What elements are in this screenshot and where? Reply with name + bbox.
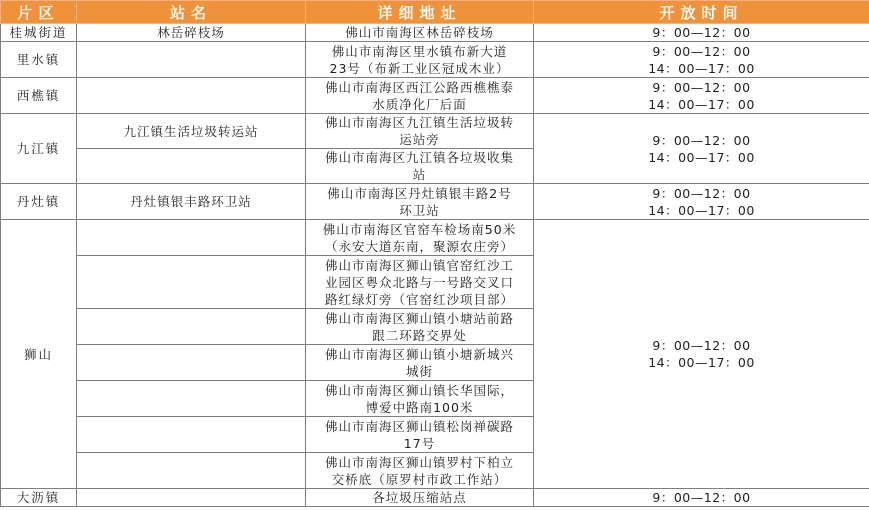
- address-cell: [306, 417, 534, 453]
- open-time-line: 9：00—12：00: [652, 25, 751, 40]
- open-time-cell: [534, 220, 869, 489]
- area-cell: 丹灶镇: [1, 184, 77, 220]
- address-line: 博爱中路南100米: [365, 399, 474, 415]
- open-time-line: 14：00—17：00: [648, 60, 755, 76]
- address-cell: [306, 42, 534, 78]
- address-cell: [306, 184, 534, 220]
- open-time-line: 14：00—17：00: [648, 202, 755, 218]
- station-cell: 九江镇生活垃圾转运站: [77, 114, 306, 149]
- station-cell: [77, 453, 306, 489]
- open-time-line: 14：00—17：00: [648, 355, 755, 370]
- station-cell: [77, 149, 306, 184]
- header-area: 片区: [1, 1, 77, 24]
- address-cell: [306, 309, 534, 345]
- open-time-cell: [534, 78, 869, 114]
- address-line: 佛山市南海区里水镇布新大道: [331, 43, 508, 59]
- station-cell: 林岳碎枝场: [77, 24, 306, 42]
- address-line: 佛山市南海区狮山镇松岗禅碳路: [324, 418, 514, 434]
- header-station: 站名: [77, 1, 306, 24]
- table-row: [1, 489, 869, 507]
- address-line: 环卫站: [399, 202, 440, 218]
- open-time-line: 9：00—12：00: [652, 490, 751, 505]
- station-cell: [77, 417, 306, 453]
- header-open-time: 开放时间: [534, 1, 869, 24]
- address-line: 站: [412, 167, 427, 182]
- address-line: 17号: [403, 435, 436, 451]
- address-line: （永安大道东南，聚源农庄旁）: [324, 238, 514, 254]
- header-address: 详细地址: [306, 1, 534, 24]
- area-cell: 桂城街道: [1, 24, 77, 42]
- address-line: 佛山市南海区九江镇各垃圾收集: [324, 150, 514, 165]
- address-cell: [306, 149, 534, 184]
- address-line: 业园区粤众北路与一号路交叉口: [324, 274, 514, 290]
- open-time-line: 9：00—12：00: [652, 43, 751, 59]
- area-cell: 大沥镇: [1, 489, 77, 507]
- address-cell: [306, 489, 534, 507]
- address-cell: [306, 381, 534, 417]
- address-cell: [306, 256, 534, 309]
- area-cell: 九江镇: [1, 114, 77, 184]
- table-row: [1, 42, 869, 78]
- open-time-cell: [534, 114, 869, 184]
- address-cell: [306, 345, 534, 381]
- address-line: 路红绿灯旁（官窑红沙项目部）: [324, 291, 514, 307]
- table-row: [1, 220, 869, 256]
- open-time-cell: [534, 489, 869, 507]
- station-cell: [77, 345, 306, 381]
- open-time-line: 9：00—12：00: [652, 79, 751, 95]
- station-cell: [77, 78, 306, 114]
- table-row: [1, 114, 869, 149]
- table-row: [1, 24, 869, 42]
- table-row: [1, 184, 869, 220]
- station-cell: [77, 42, 306, 78]
- table-header-row: [1, 1, 869, 24]
- open-time-cell: [534, 42, 869, 78]
- station-cell: 丹灶镇银丰路环卫站: [77, 184, 306, 220]
- address-line: 跟二环路交界处: [372, 327, 467, 343]
- open-time-line: 14：00—17：00: [648, 96, 755, 112]
- address-line: 水质净化厂后面: [372, 96, 467, 112]
- address-line: 23号（布新工业区冠成木业）: [329, 60, 510, 76]
- address-cell: [306, 24, 534, 42]
- open-time-line: 9：00—12：00: [652, 185, 751, 201]
- open-time-line: 9：00—12：00: [652, 132, 751, 148]
- address-line: 佛山市南海区官窑车检场南50米: [322, 221, 517, 237]
- address-cell: [306, 220, 534, 256]
- address-line: 佛山市南海区狮山镇罗村下柏立: [324, 454, 514, 470]
- address-cell: [306, 114, 534, 149]
- station-cell: [77, 381, 306, 417]
- address-line: 佛山市南海区狮山镇小塘站前路: [324, 310, 514, 326]
- station-cell: [77, 220, 306, 256]
- open-time-line: 9：00—12：00: [652, 338, 751, 353]
- address-line: 佛山市南海区狮山镇官窑红沙工: [324, 257, 514, 273]
- open-time-cell: [534, 24, 869, 42]
- address-line: 佛山市南海区林岳碎枝场: [345, 25, 494, 40]
- station-cell: [77, 309, 306, 345]
- address-line: 佛山市南海区西江公路西樵樵泰: [324, 79, 514, 95]
- address-cell: [306, 453, 534, 489]
- address-line: 运站旁: [399, 132, 440, 147]
- area-cell: 里水镇: [1, 42, 77, 78]
- open-time-cell: [534, 184, 869, 220]
- address-cell: [306, 78, 534, 114]
- address-line: 交桥底（原罗村市政工作站）: [331, 471, 508, 487]
- open-time-line: 14：00—17：00: [648, 149, 755, 165]
- area-cell: 西樵镇: [1, 78, 77, 114]
- station-cell: [77, 489, 306, 507]
- station-cell: [77, 256, 306, 309]
- address-line: 各垃圾压缩站点: [372, 490, 467, 505]
- address-line: 佛山市南海区狮山镇长华国际，: [324, 382, 514, 398]
- address-line: 佛山市南海区丹灶镇银丰路2号: [327, 185, 512, 201]
- address-line: 城街: [405, 363, 433, 379]
- address-line: 佛山市南海区九江镇生活垃圾转: [324, 115, 514, 130]
- area-cell: 狮山: [1, 220, 77, 489]
- table-row: [1, 78, 869, 114]
- address-line: 佛山市南海区狮山镇小塘新城兴: [324, 346, 514, 362]
